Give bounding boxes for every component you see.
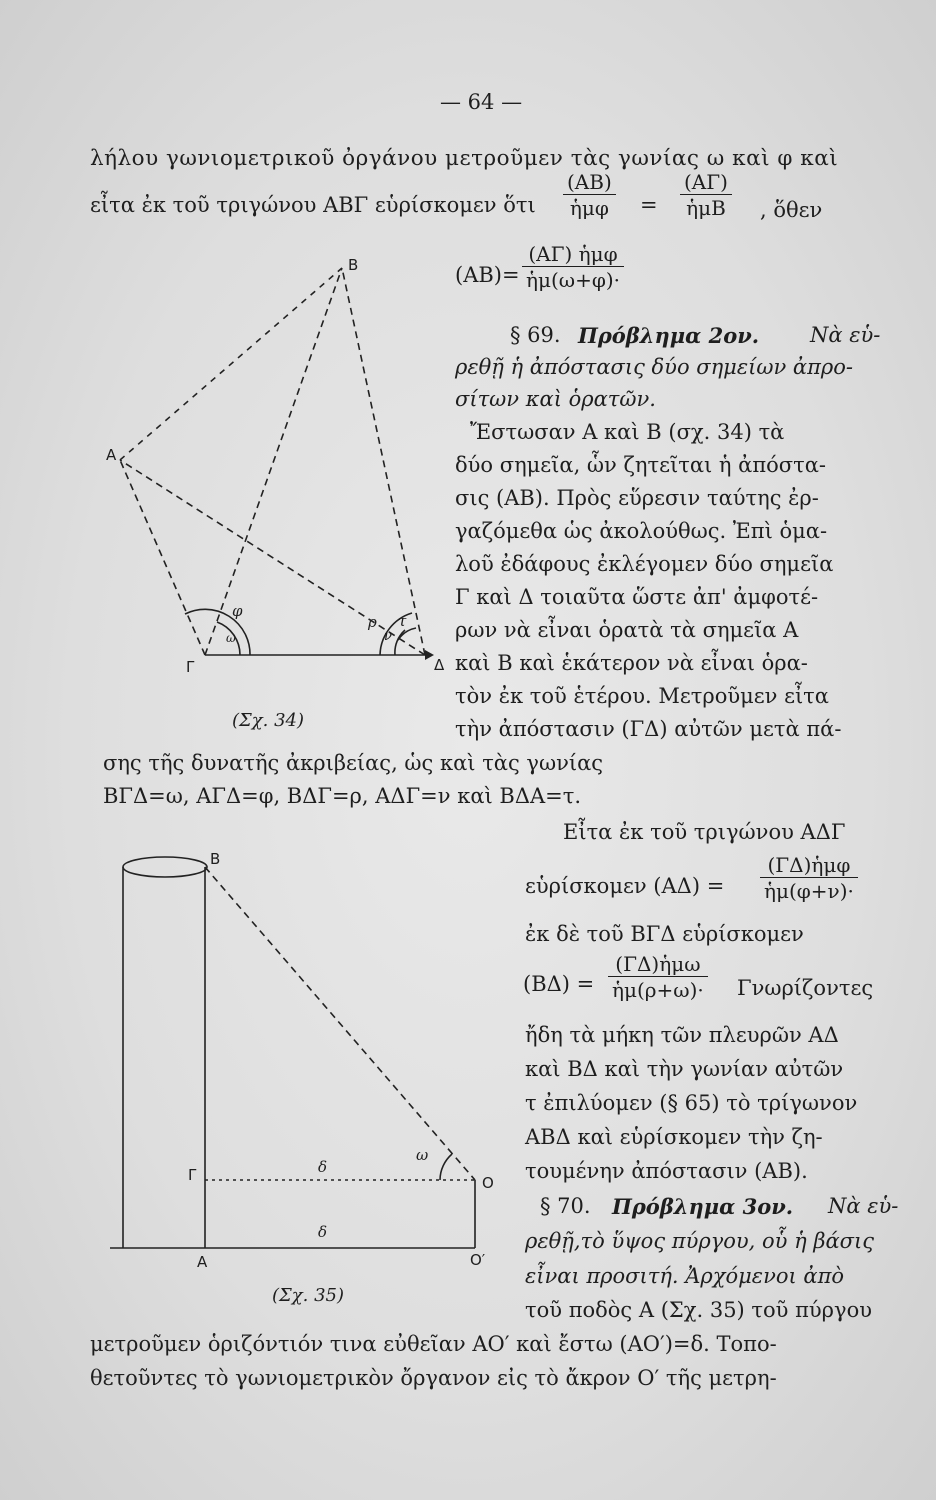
fig35-label-o-prime: Ο′ bbox=[470, 1251, 486, 1269]
paragraph-line: σις (ΑΒ). Πρὸς εὕρεσιν ταύτης ἐρ- bbox=[455, 486, 819, 510]
paragraph-line: ρων νὰ εἶναι ὁρατὰ τὰ σημεῖα Α bbox=[455, 618, 799, 642]
section-70-title-rest: Νὰ εὑ- bbox=[828, 1194, 899, 1218]
text-line-2-end: , ὅθεν bbox=[760, 198, 823, 222]
fig35-label-a: Α bbox=[197, 1253, 208, 1271]
paragraph-line: λοῦ ἐδάφους ἐκλέγομεν δύο σημεῖα bbox=[455, 552, 834, 576]
fig35-label-omega: ω bbox=[416, 1146, 429, 1164]
section-69-title-rest: Νὰ εὑ- bbox=[810, 323, 881, 347]
paragraph-line: τοῦ ποδὸς Α (Σχ. 35) τοῦ πύργου bbox=[525, 1298, 872, 1322]
fig35-caption: (Σχ. 35) bbox=[272, 1285, 345, 1306]
fig34-label-g: Γ bbox=[186, 658, 195, 676]
formula-ab-lhs: (ΑΒ)= bbox=[455, 263, 520, 287]
fraction-denominator: ἡμ(ω+φ)· bbox=[526, 268, 621, 292]
fraction-numerator: (ΓΔ)ἡμω bbox=[608, 954, 708, 977]
paragraph-line: ἐκ δὲ τοῦ ΒΓΔ εὑρίσκομεν bbox=[525, 922, 804, 946]
equals-sign: = bbox=[640, 193, 658, 217]
paragraph-line: σης τῆς δυνατῆς ἀκριβείας, ὡς καὶ τὰς γωνίας bbox=[103, 751, 604, 775]
paragraph-line: καὶ Β καὶ ἑκάτερον νὰ εἶναι ὁρα- bbox=[455, 651, 808, 675]
fig35-label-b: Β bbox=[210, 850, 221, 868]
paragraph-line: μετροῦμεν ὁριζόντιόν τινα εὐθεῖαν ΑΟ′ καὶ ἔστω (ΑΟ′)=δ. Τοπο- bbox=[90, 1332, 777, 1356]
section-69-line-3: σίτων καὶ ὁρατῶν. bbox=[455, 387, 656, 411]
paragraph-line: δύο σημεῖα, ὧν ζητεῖται ἡ ἀπόστα- bbox=[455, 453, 827, 477]
fraction-denominator: ἡμφ bbox=[569, 196, 609, 220]
paragraph-line: τουμένην ἀπόστασιν (ΑΒ). bbox=[525, 1159, 808, 1183]
paragraph-line: τ ἐπιλύομεν (§ 65) τὸ τρίγωνον bbox=[525, 1091, 858, 1115]
section-69-number: § 69. bbox=[510, 323, 561, 347]
fig34-label-nu: ν bbox=[384, 629, 392, 644]
text-line-1: λήλου γωνιομετρικοῦ ὀργάνου μετροῦμεν τὰς γωνίας ω καὶ φ καὶ bbox=[90, 146, 839, 171]
fig35-label-g: Γ bbox=[188, 1166, 197, 1184]
section-70-line-2: ρεθῇ,τὸ ὕψος πύργου, οὗ ἡ βάσις bbox=[525, 1229, 874, 1253]
fraction-denominator: ἡμ(φ+ν)· bbox=[764, 879, 854, 903]
fig34-label-phi: φ bbox=[232, 602, 243, 620]
fig34-caption: (Σχ. 34) bbox=[232, 710, 305, 731]
fraction-denominator: ἡμΒ bbox=[686, 196, 726, 220]
fig34-label-d: Δ bbox=[434, 656, 445, 674]
fig35-label-delta-upper: δ bbox=[318, 1158, 328, 1176]
fig35-sight-line bbox=[205, 867, 475, 1180]
section-69-line-2: ρεθῇ ἡ ἀπόστασις δύο σημείων ἀπρο- bbox=[455, 355, 853, 379]
section-70-line-3: εἶναι προσιτή. Ἀρχόμενοι ἀπὸ bbox=[525, 1264, 845, 1288]
paragraph-line: ΑΒΔ καὶ εὑρίσκομεν τὴν ζη- bbox=[525, 1125, 823, 1149]
formula-bd-lhs: (ΒΔ) = bbox=[523, 972, 595, 996]
fig35-arc-omega bbox=[440, 1154, 452, 1180]
fraction-denominator: ἡμ(ρ+ω)· bbox=[612, 978, 704, 1002]
fig34-label-rho: ρ bbox=[368, 613, 377, 631]
fig35-label-o: Ο bbox=[482, 1174, 494, 1192]
fig35-tower-top bbox=[123, 857, 207, 877]
text-line-2: εἶτα ἐκ τοῦ τριγώνου ΑΒΓ εὑρίσκομεν ὅτι bbox=[90, 193, 536, 217]
fig34-label-tau: τ bbox=[398, 612, 407, 630]
fig35-label-delta-lower: δ bbox=[318, 1223, 328, 1241]
paragraph-line: γαζόμεθα ὡς ἀκολούθως. Ἐπὶ ὁμα- bbox=[455, 519, 828, 543]
formula-ad-lhs: εὑρίσκομεν (ΑΔ) = bbox=[525, 874, 725, 898]
fig34-label-b: Β bbox=[348, 256, 359, 274]
paragraph-line: ἤδη τὰ μήκη τῶν πλευρῶν ΑΔ bbox=[525, 1023, 839, 1047]
page-number: — 64 — bbox=[440, 90, 523, 114]
section-70-number: § 70. bbox=[540, 1194, 591, 1218]
paragraph-line: τὸν ἐκ τοῦ ἑτέρου. Μετροῦμεν εἶτα bbox=[455, 684, 829, 708]
paragraph-line: Γ καὶ Δ τοιαῦτα ὥστε ἀπ' ἀμφοτέ- bbox=[455, 585, 819, 609]
paragraph-line: θετοῦντες τὸ γωνιομετρικὸν ὄργανον εἰς τὸ ἄκρον Ο′ τῆς μετρη- bbox=[90, 1366, 777, 1390]
paragraph-line: Εἶτα ἐκ τοῦ τριγώνου ΑΔΓ bbox=[563, 820, 846, 844]
fraction-numerator: (ΑΓ) ἡμφ bbox=[522, 244, 624, 267]
fraction-numerator: (ΑΓ) bbox=[680, 172, 732, 195]
paragraph-line: τὴν ἀπόστασιν (ΓΔ) αὐτῶν μετὰ πά- bbox=[455, 717, 842, 741]
section-69-title: Πρόβλημα 2ον. bbox=[578, 323, 760, 348]
fig34-label-a: Α bbox=[106, 446, 117, 464]
fraction-numerator: (ΑΒ) bbox=[563, 172, 616, 195]
fraction-numerator: (ΓΔ)ἡμφ bbox=[760, 855, 858, 878]
paragraph-line: καὶ ΒΔ καὶ τὴν γωνίαν αὐτῶν bbox=[525, 1057, 844, 1081]
paragraph-line: ΒΓΔ=ω, ΑΓΔ=φ, ΒΔΓ=ρ, ΑΔΓ=ν καὶ ΒΔΑ=τ. bbox=[103, 784, 582, 808]
section-70-title: Πρόβλημα 3ον. bbox=[612, 1194, 794, 1219]
fig34-label-omega: ω bbox=[226, 631, 236, 645]
paragraph-line: Ἔστωσαν Α καὶ Β (σχ. 34) τὰ bbox=[470, 420, 785, 444]
paragraph-line: Γνωρίζοντες bbox=[737, 976, 874, 1000]
